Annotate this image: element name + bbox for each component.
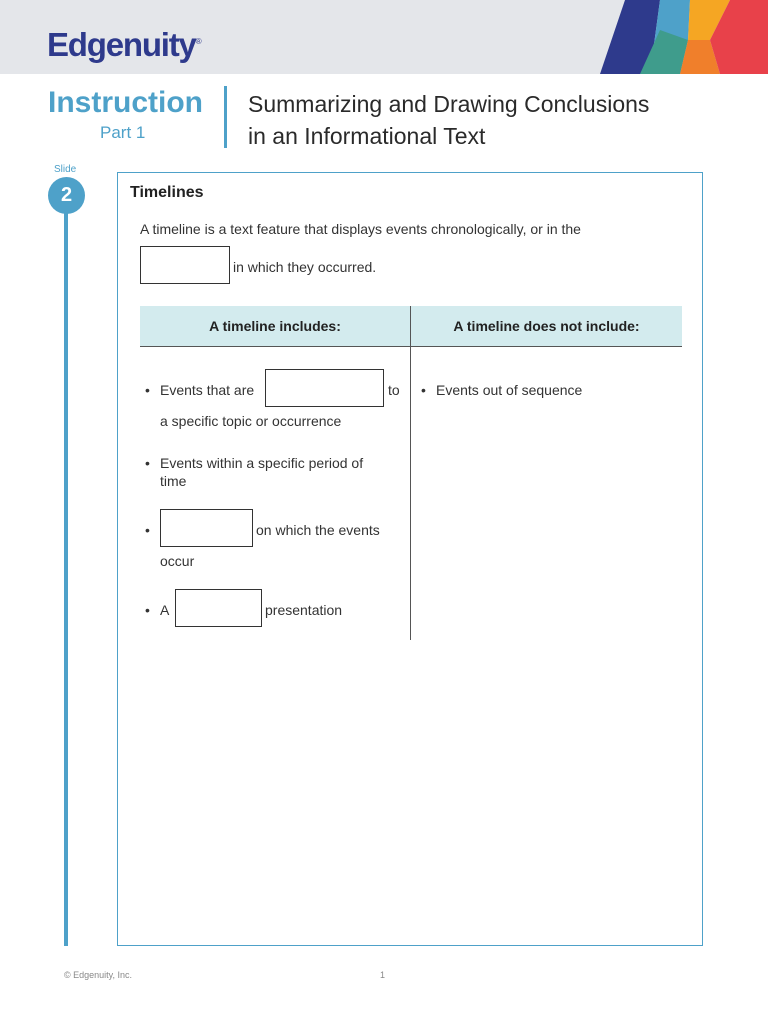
item2-text-b: time: [160, 473, 187, 489]
item1-text-c: a specific topic or occurrence: [160, 413, 342, 429]
page-header: [0, 0, 768, 74]
section-title: Instruction: [48, 86, 203, 119]
table-column-divider: [410, 306, 411, 640]
lesson-title-line-1: Summarizing and Drawing Conclusions: [248, 91, 650, 117]
blank-dates-field[interactable]: [160, 509, 253, 547]
item2-text-a: Events within a specific period of: [160, 455, 364, 471]
item3-text-a: on which the events: [256, 522, 380, 538]
bullet-col2-1: •: [421, 382, 426, 398]
table-header-includes: A timeline includes:: [209, 318, 341, 334]
item1-text-b: to: [388, 382, 400, 398]
footer-page-number: 1: [380, 970, 386, 980]
bullet-1: •: [145, 382, 150, 398]
table-header-divider: [140, 346, 682, 347]
part-label: Part 1: [100, 123, 146, 142]
footer-copyright: © Edgenuity, Inc.: [64, 970, 133, 980]
item1-text-a: Events that are: [160, 382, 255, 398]
intro-text-line-2: in which they occurred.: [233, 259, 377, 275]
slide-number-badge: 2: [48, 177, 85, 214]
bullet-3: •: [145, 522, 150, 538]
brand-logo: Edgenuity®: [47, 26, 201, 63]
lesson-title-line-2: in an Informational Text: [248, 123, 486, 149]
brand-graphic-icon: [600, 0, 768, 74]
item3-text-b: occur: [160, 553, 195, 569]
blank-related-field[interactable]: [265, 369, 384, 407]
blank-visual-field[interactable]: [175, 589, 262, 627]
slide-track: [64, 210, 68, 946]
bullet-4: •: [145, 602, 150, 618]
blank-order-field[interactable]: [140, 246, 230, 284]
table-header-not-includes: A timeline does not include:: [453, 318, 640, 334]
title-divider: [224, 86, 227, 148]
slide-heading: Timelines: [130, 184, 204, 201]
bullet-2: •: [145, 455, 150, 471]
slide-label: Slide: [54, 164, 77, 175]
item4-text-b: presentation: [265, 602, 343, 618]
brand-registered-mark: ®: [195, 37, 201, 46]
col2-item1-text: Events out of sequence: [436, 382, 583, 398]
item4-text-a: A: [160, 602, 170, 618]
lesson-title: [248, 88, 649, 152]
intro-text-line-1: A timeline is a text feature that displays events chronologically, or in the: [140, 221, 581, 237]
